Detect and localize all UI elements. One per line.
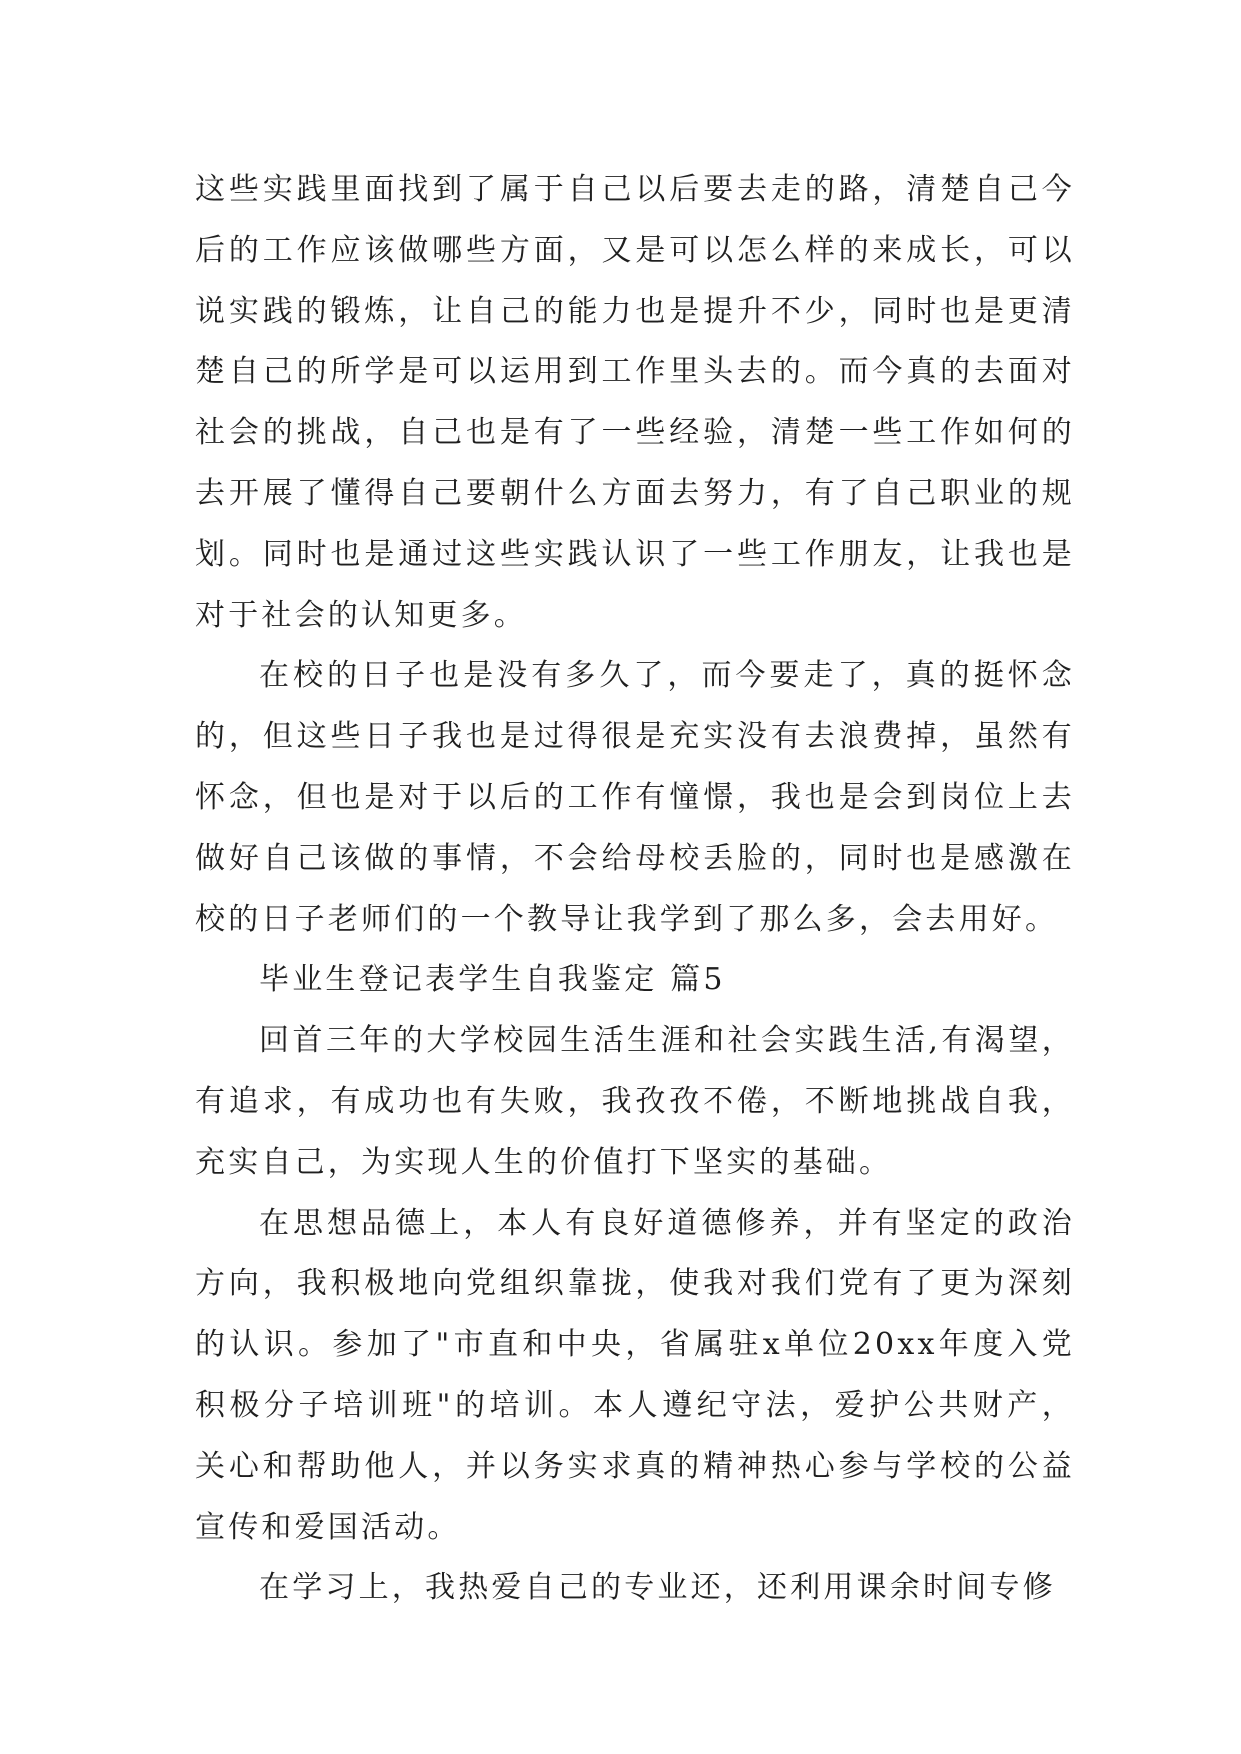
- paragraph-college-review: 回首三年的大学校园生活生涯和社会实践生活,有渴望，有追求，有成功也有失败，我孜孜不倦，不断地挑战自我，充实自己，为实现人生的价值打下坚实的基础。: [195, 1023, 1075, 1180]
- paragraph-practice-reflection: 这些实践里面找到了属于自己以后要去走的路，清楚自己今后的工作应该做哪些方面，又是可以怎么样的来成长，可以说实践的锻炼，让自己的能力也是提升不少，同时也是更清楚自己的所学是可以运用到工作里头去的。而今真的去面对社会的挑战，自己也是有了一些经验，清楚一些工作如何的去开展了懂得自己要朝什么方面去努力，有了自己职业的规划。同时也是通过这些实践认识了一些工作朋友，让我也是对于社会的认知更多。: [195, 172, 1075, 633]
- paragraph-study: 在学习上，我热爱自己的专业还，还利用课余时间专修: [259, 1570, 1056, 1606]
- document-body: [195, 160, 1075, 1619]
- section-heading: 毕业生登记表学生自我鉴定 篇5: [259, 962, 726, 998]
- paragraph-moral-character: 在思想品德上，本人有良好道德修养，并有坚定的政治方向，我积极地向党组织靠拢，使我对我们党有了更为深刻的认识。参加了"市直和中央，省属驻x单位20xx年度入党积极分子培训班"的培训。本人遵纪守法，爱护公共财产，关心和帮助他人，并以务实求真的精神热心参与学校的公益宣传和爱国活动。: [195, 1205, 1075, 1545]
- paragraph-campus-farewell: 在校的日子也是没有多久了，而今要走了，真的挺怀念的，但这些日子我也是过得很是充实没有去浪费掉，虽然有怀念，但也是对于以后的工作有憧憬，我也是会到岗位上去做好自己该做的事情，不会给母校丢脸的，同时也是感激在校的日子老师们的一个教导让我学到了那么多，会去用好。: [195, 658, 1075, 937]
